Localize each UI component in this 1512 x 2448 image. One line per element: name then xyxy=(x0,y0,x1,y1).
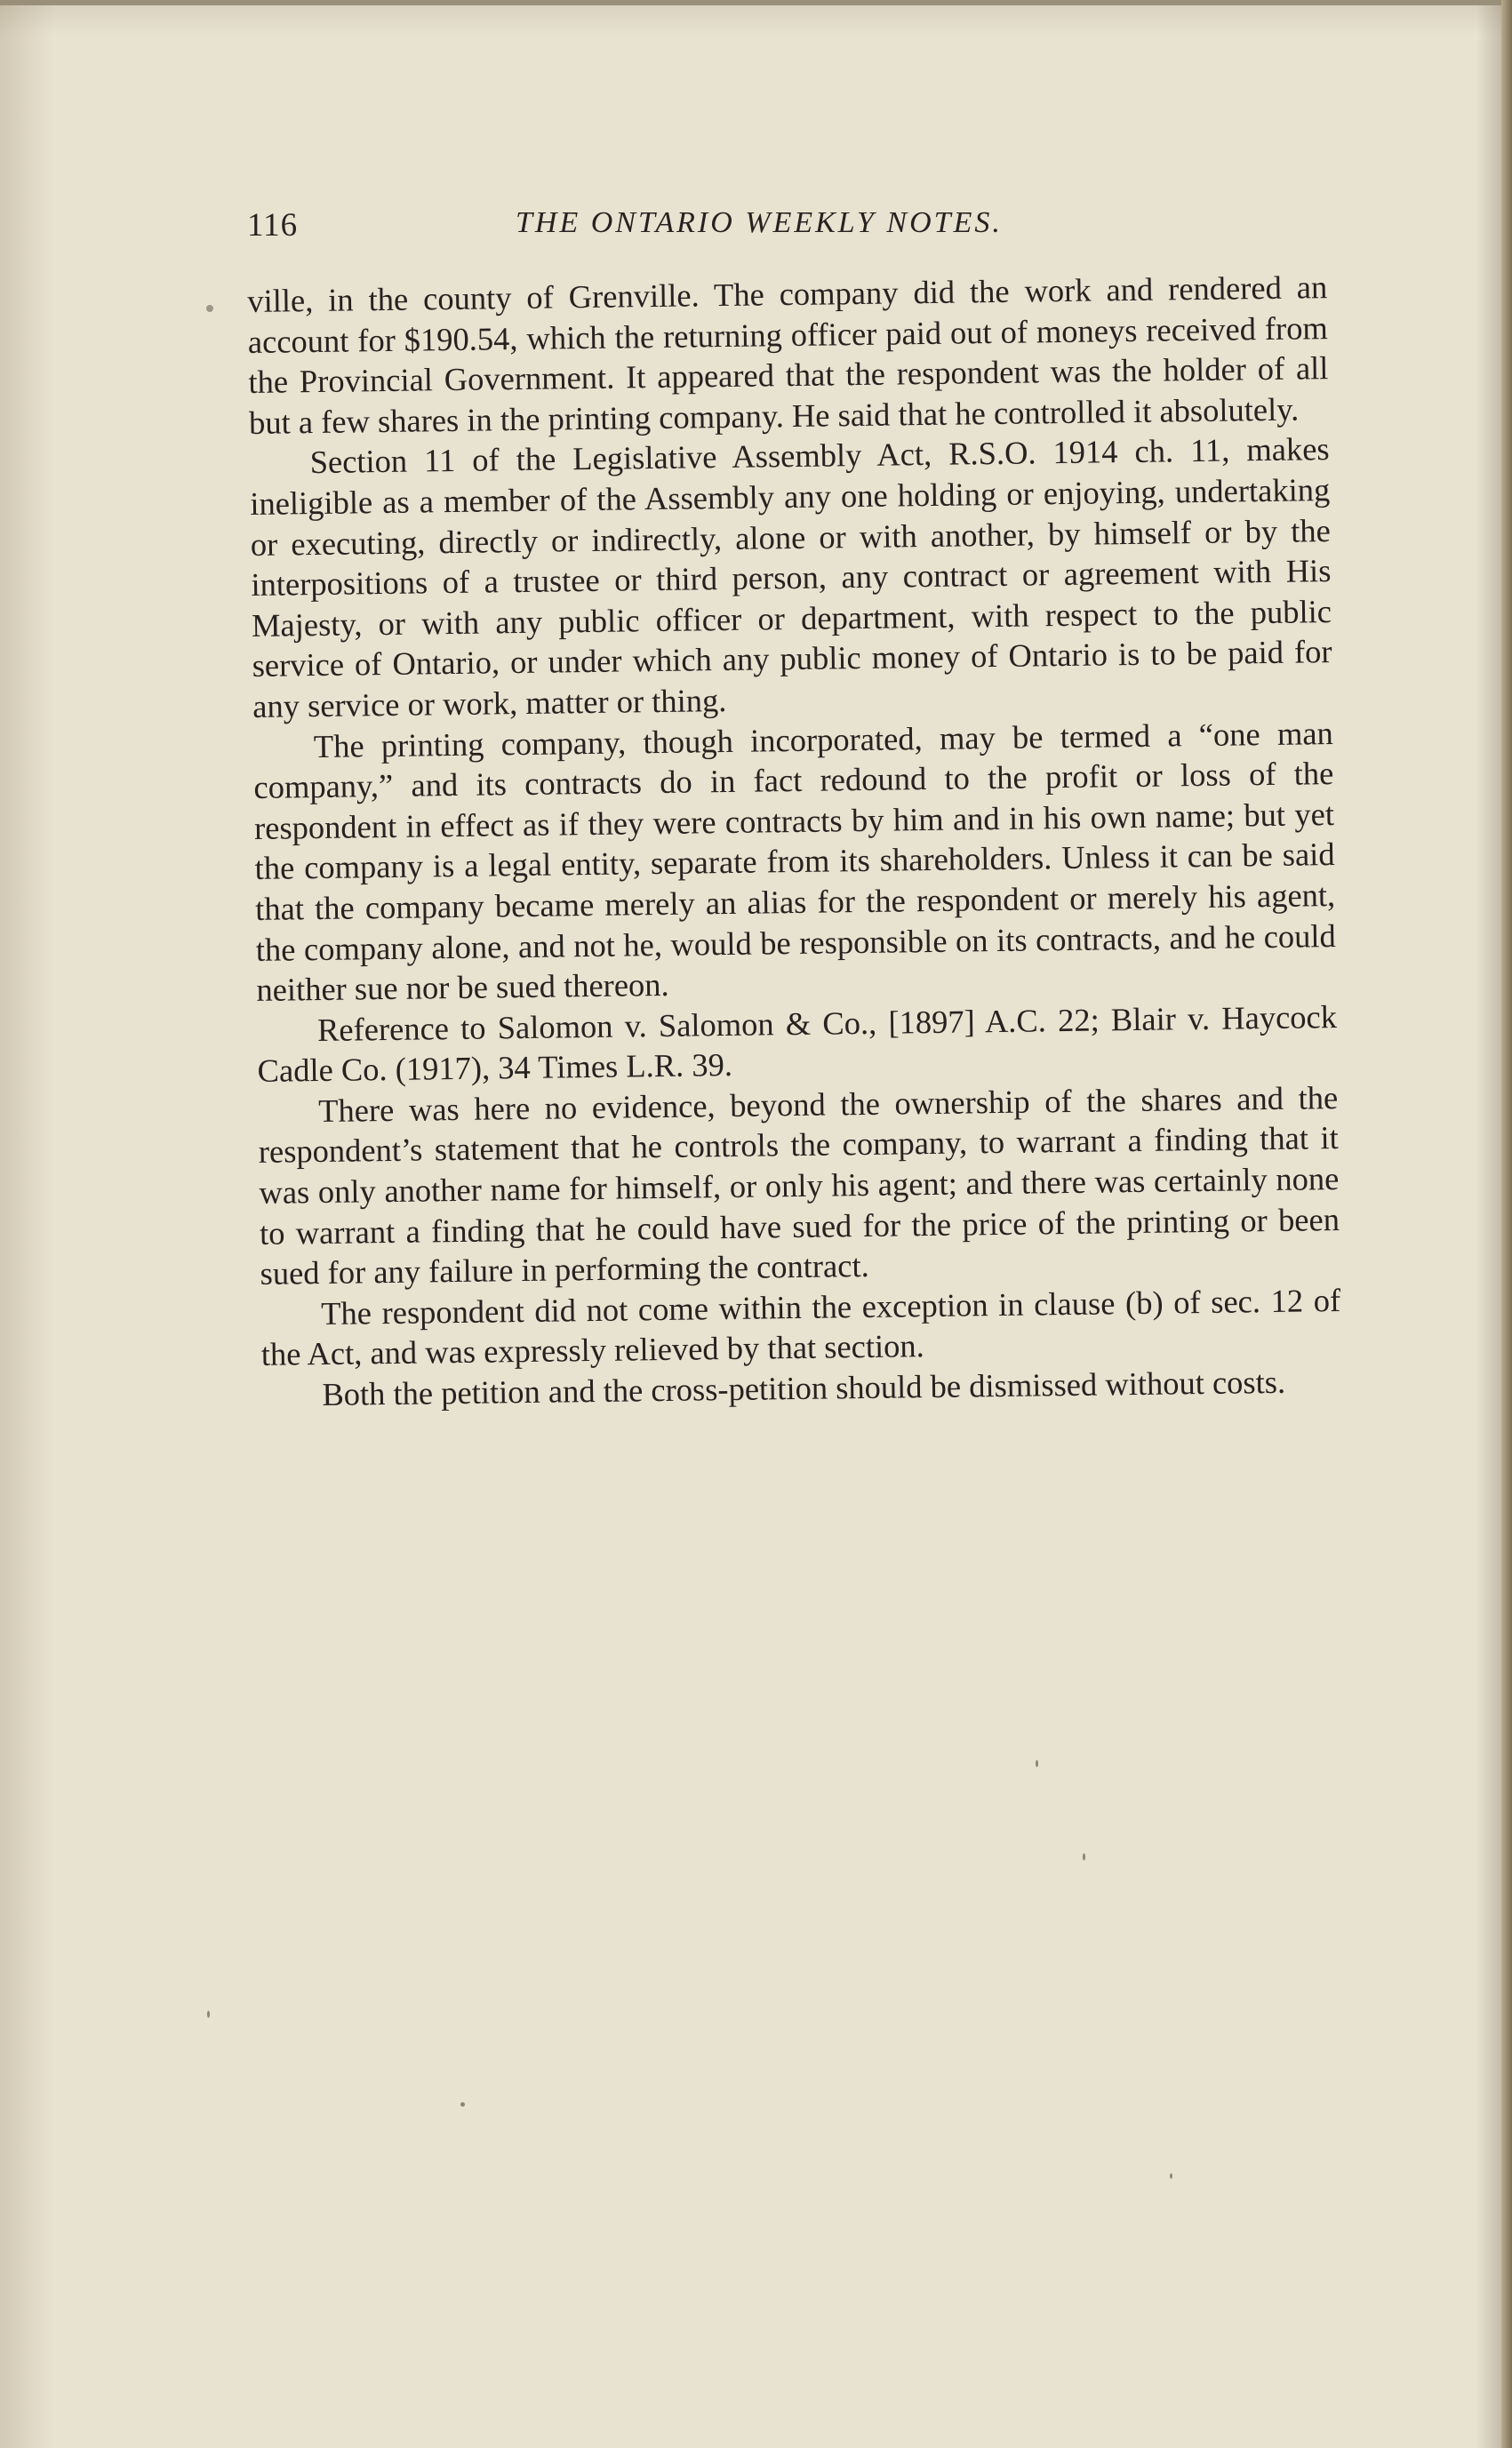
paper-speck xyxy=(1170,2173,1172,2179)
paragraph: The printing company, though incorporated, may be termed a “one man company,” and its contracts do in fact redound to the profit or loss of the respondent in effect as if they were contracts by him and in his own name; but yet the company is a legal entity, separate from its shareholders. Unless it can be said that the company became merely an alias for the respondent or merely his agent, the company alone, and not he, would be responsible on its contracts, and he could neither sue nor be sued thereon. xyxy=(253,714,1337,1009)
paper-speck xyxy=(460,2102,465,2107)
paragraph: Both the petition and the cross-petition should be dismissed without costs. xyxy=(322,1363,1286,1413)
paragraph: Reference to Salomon v. Salomon & Co., [1897] A.C. 22; Blair v. Haycock Cadle Co. (1917), 34 Times L.R. 39. xyxy=(257,997,1338,1090)
paragraph: The respondent did not come within the exception in clause (b) of sec. 12 of the Act, and was expressly relieved by that section. xyxy=(260,1281,1341,1373)
journal-title: THE ONTARIO WEEKLY NOTES. xyxy=(516,206,1003,239)
paragraph: ville, in the county of Grenville. The company did the work and rendered an account for $190.54, which the returning officer paid out of moneys received from the Provincial Government. It appeared that the respondent was the holder of all but a few shares in the printing company. He said that he controlled it absolutely. xyxy=(247,268,1329,441)
page-number: 116 xyxy=(247,207,299,244)
running-head xyxy=(247,206,1314,251)
paper-speck xyxy=(1083,1853,1085,1860)
paragraph: There was here no evidence, beyond the ownership of the shares and the respondent’s statement that he controls the company, to warrant a finding that it was only another name for himself, or only his agent; and there was certainly none to warrant a finding that he could have sued for the price of the printing or been sued for any failure in performing the contract. xyxy=(258,1078,1340,1292)
paper-speck xyxy=(207,2011,210,2018)
paragraph: Section 11 of the Legislative Assembly Act, R.S.O. 1914 ch. 11, makes ineligible as a member of the Assembly any one holding or enjoying, undertaking or executing, directly or indirectly, alone or with another, by himself or by the interpositions of a trustee or third person, any contract or agreement with His Majesty, or with any public officer or department, with respect to the public service of Ontario, or under which any public money of Ontario is to be paid for any service or work, matter or thing. xyxy=(250,430,1332,724)
page-spine-edge xyxy=(1501,0,1512,2448)
paper-speck xyxy=(1036,1760,1038,1767)
body-text xyxy=(247,267,1342,1415)
page-top-edge xyxy=(0,0,1512,5)
margin-mark xyxy=(206,305,213,312)
